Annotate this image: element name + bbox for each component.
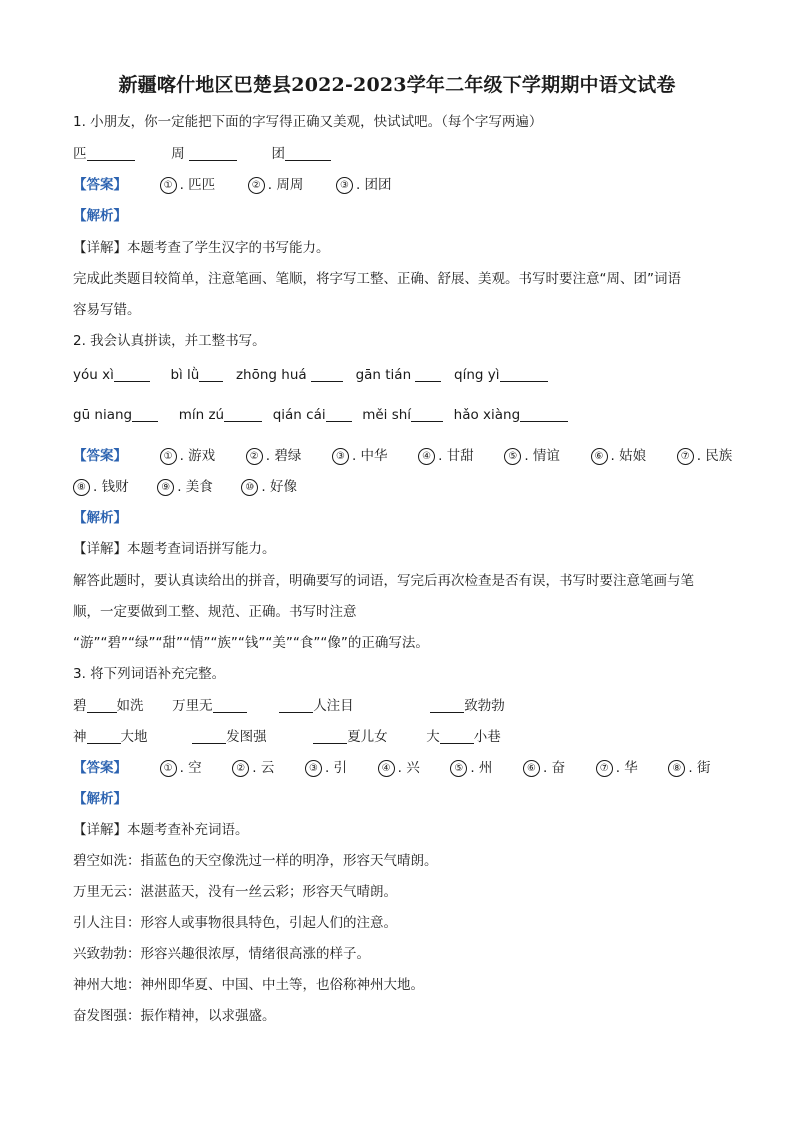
q3-def-4: 兴致勃勃：形容兴趣很浓厚，情绪很高涨的样子。: [73, 946, 370, 962]
q3-answer-6: ⑥ . 奋: [523, 756, 565, 777]
q3-def-6: 奋发图强：振作精神，以求强盛。: [73, 1008, 276, 1024]
q3-blank-3[interactable]: [279, 698, 313, 713]
q3-answer-row: [73, 756, 733, 777]
q3-answer-3: ③ . 引: [305, 756, 347, 777]
q3-word-5-prefix: 神: [73, 729, 87, 745]
q2-pinyin-2: bì lǜ: [170, 367, 200, 383]
q2-pinyin-7: mín zú: [178, 407, 225, 423]
q2-answer-row-1: [73, 444, 733, 465]
q3-fill-row-1: [73, 694, 733, 714]
q2-blank-2[interactable]: [199, 367, 223, 382]
q3-blank-7[interactable]: [313, 729, 347, 744]
q2-answer-4: ④ . 甘甜: [418, 444, 474, 465]
q1-answer-row: [73, 173, 733, 194]
q2-pinyin-10: hǎo xiàng: [453, 407, 521, 423]
q3-blank-1[interactable]: [87, 698, 117, 713]
q3-word-2-prefix: 万里无: [172, 698, 213, 714]
q2-pinyin-5: qíng yì: [454, 367, 500, 383]
q2-blank-4[interactable]: [415, 367, 441, 382]
q1-answer-2: ② . 周周: [248, 173, 304, 194]
q2-answer-6: ⑥ . 姑娘: [591, 444, 647, 465]
q3-word-1-suffix: 如洗: [116, 698, 144, 714]
q2-answer-9: ⑨ . 美食: [157, 475, 213, 496]
q2-answer-3: ③ . 中华: [332, 444, 388, 465]
q2-pinyin-6: gū niang: [73, 407, 133, 423]
q2-blank-10[interactable]: [520, 407, 568, 422]
q2-prompt: 2. 我会认真拼读，并工整书写。: [73, 333, 266, 349]
q2-answer-1: ① . 游戏: [160, 444, 216, 465]
q3-blank-2[interactable]: [213, 698, 247, 713]
q2-detail: 【详解】本题考查词语拼写能力。: [73, 541, 276, 557]
q3-word-7-suffix: 夏儿女: [347, 729, 388, 745]
q3-def-1: 碧空如洗：指蓝色的天空像洗过一样的明净，形容天气晴朗。: [73, 853, 438, 869]
q2-blank-9[interactable]: [411, 407, 443, 422]
q3-def-2: 万里无云：湛湛蓝天，没有一丝云彩；形容天气晴朗。: [73, 884, 397, 900]
q2-blank-5[interactable]: [500, 367, 548, 382]
q3-answer-4: ④ . 兴: [378, 756, 420, 777]
q2-answer-5: ⑤ . 情谊: [504, 444, 560, 465]
q3-def-3: 引人注目：形容人或事物很具特色，引起人们的注意。: [73, 915, 397, 931]
q2-answer-2: ② . 碧绿: [246, 444, 302, 465]
q2-explain-1: 解答此题时，要认真读给出的拼音，明确要写的词语，写完后再次检查是否有误，书写时要注意笔画与笔: [73, 573, 694, 589]
answer-label: 【答案】: [73, 177, 127, 193]
answer-label: 【答案】: [73, 760, 127, 776]
q2-answer-10: ⑩ . 好像: [241, 475, 297, 496]
q3-detail: 【详解】本题考查补充词语。: [73, 822, 249, 838]
q1-blank-1[interactable]: [87, 146, 135, 161]
q3-analysis-label: 【解析】: [73, 791, 127, 807]
q3-word-3-suffix: 人注目: [313, 698, 354, 714]
q2-blank-6[interactable]: [132, 407, 158, 422]
q2-explain-2: 顺，一定要做到工整、规范、正确。书写时注意: [73, 604, 357, 620]
q1-fill-row: [73, 142, 733, 162]
q2-blank-7[interactable]: [224, 407, 262, 422]
q3-blank-8[interactable]: [440, 729, 474, 744]
q3-word-6-suffix: 发图强: [226, 729, 267, 745]
q1-blank-2[interactable]: [189, 146, 237, 161]
page-title: 新疆喀什地区巴楚县2022-2023学年二年级下学期期中语文试卷: [118, 74, 676, 96]
q3-word-4-suffix: 致勃勃: [464, 698, 505, 714]
q2-pinyin-4: gān tián: [355, 367, 412, 383]
q2-blank-1[interactable]: [114, 367, 150, 382]
q1-prompt: 1. 小朋友，你一定能把下面的字写得正确又美观，快试试吧。（每个字写两遍）: [73, 114, 543, 130]
q2-pinyin-8: qián cái: [272, 407, 326, 423]
q3-answer-7: ⑦ . 华: [596, 756, 638, 777]
q1-answer-1: ① . 匹匹: [160, 173, 216, 194]
q3-blank-5[interactable]: [87, 729, 121, 744]
q1-detail: 【详解】本题考查了学生汉字的书写能力。: [73, 240, 330, 256]
q2-pinyin-row-2: [73, 407, 733, 423]
q2-answer-row-2: [73, 475, 733, 496]
q1-explain-1: 完成此类题目较简单，注意笔画、笔顺，将字写工整、正确、舒展、美观。书写时要注意“周、团”词语: [73, 271, 681, 287]
q3-fill-row-2: [73, 725, 733, 745]
q2-explain-3: “游”“碧”“绿”“甜”“情”“族”“钱”“美”“食”“像”的正确写法。: [73, 635, 429, 651]
q3-word-1-prefix: 碧: [73, 698, 87, 714]
q2-pinyin-3: zhōng huá: [235, 367, 307, 383]
q2-pinyin-row-1: [73, 367, 733, 383]
answer-label: 【答案】: [73, 448, 127, 464]
q2-blank-3[interactable]: [311, 367, 343, 382]
q3-word-8-suffix: 小巷: [473, 729, 501, 745]
q3-answer-1: ① . 空: [160, 756, 202, 777]
q2-answer-8: ⑧ . 钱财: [73, 475, 129, 496]
q2-pinyin-1: yóu xì: [73, 367, 114, 383]
q3-answer-2: ② . 云: [232, 756, 274, 777]
q1-char-1: 匹: [73, 146, 87, 162]
q1-explain-2: 容易写错。: [73, 302, 141, 318]
q3-blank-6[interactable]: [192, 729, 226, 744]
q1-analysis-label: 【解析】: [73, 208, 127, 224]
q1-char-2: 周: [171, 146, 185, 162]
q3-answer-8: ⑧ . 街: [668, 756, 710, 777]
q3-prompt: 3. 将下列词语补充完整。: [73, 666, 226, 682]
q3-word-5-suffix: 大地: [120, 729, 148, 745]
q3-blank-4[interactable]: [430, 698, 464, 713]
q3-word-8-prefix: 大: [426, 729, 440, 745]
q1-char-3: 团: [271, 146, 285, 162]
q2-answer-7: ⑦ . 民族: [677, 444, 733, 465]
q1-answer-3: ③ . 团团: [336, 173, 392, 194]
q2-blank-8[interactable]: [326, 407, 352, 422]
q1-blank-3[interactable]: [285, 146, 331, 161]
q3-answer-5: ⑤ . 州: [450, 756, 492, 777]
q2-pinyin-9: měi shí: [362, 407, 412, 423]
q3-def-5: 神州大地：神州即华夏、中国、中土等，也俗称神州大地。: [73, 977, 424, 993]
q2-analysis-label: 【解析】: [73, 510, 127, 526]
